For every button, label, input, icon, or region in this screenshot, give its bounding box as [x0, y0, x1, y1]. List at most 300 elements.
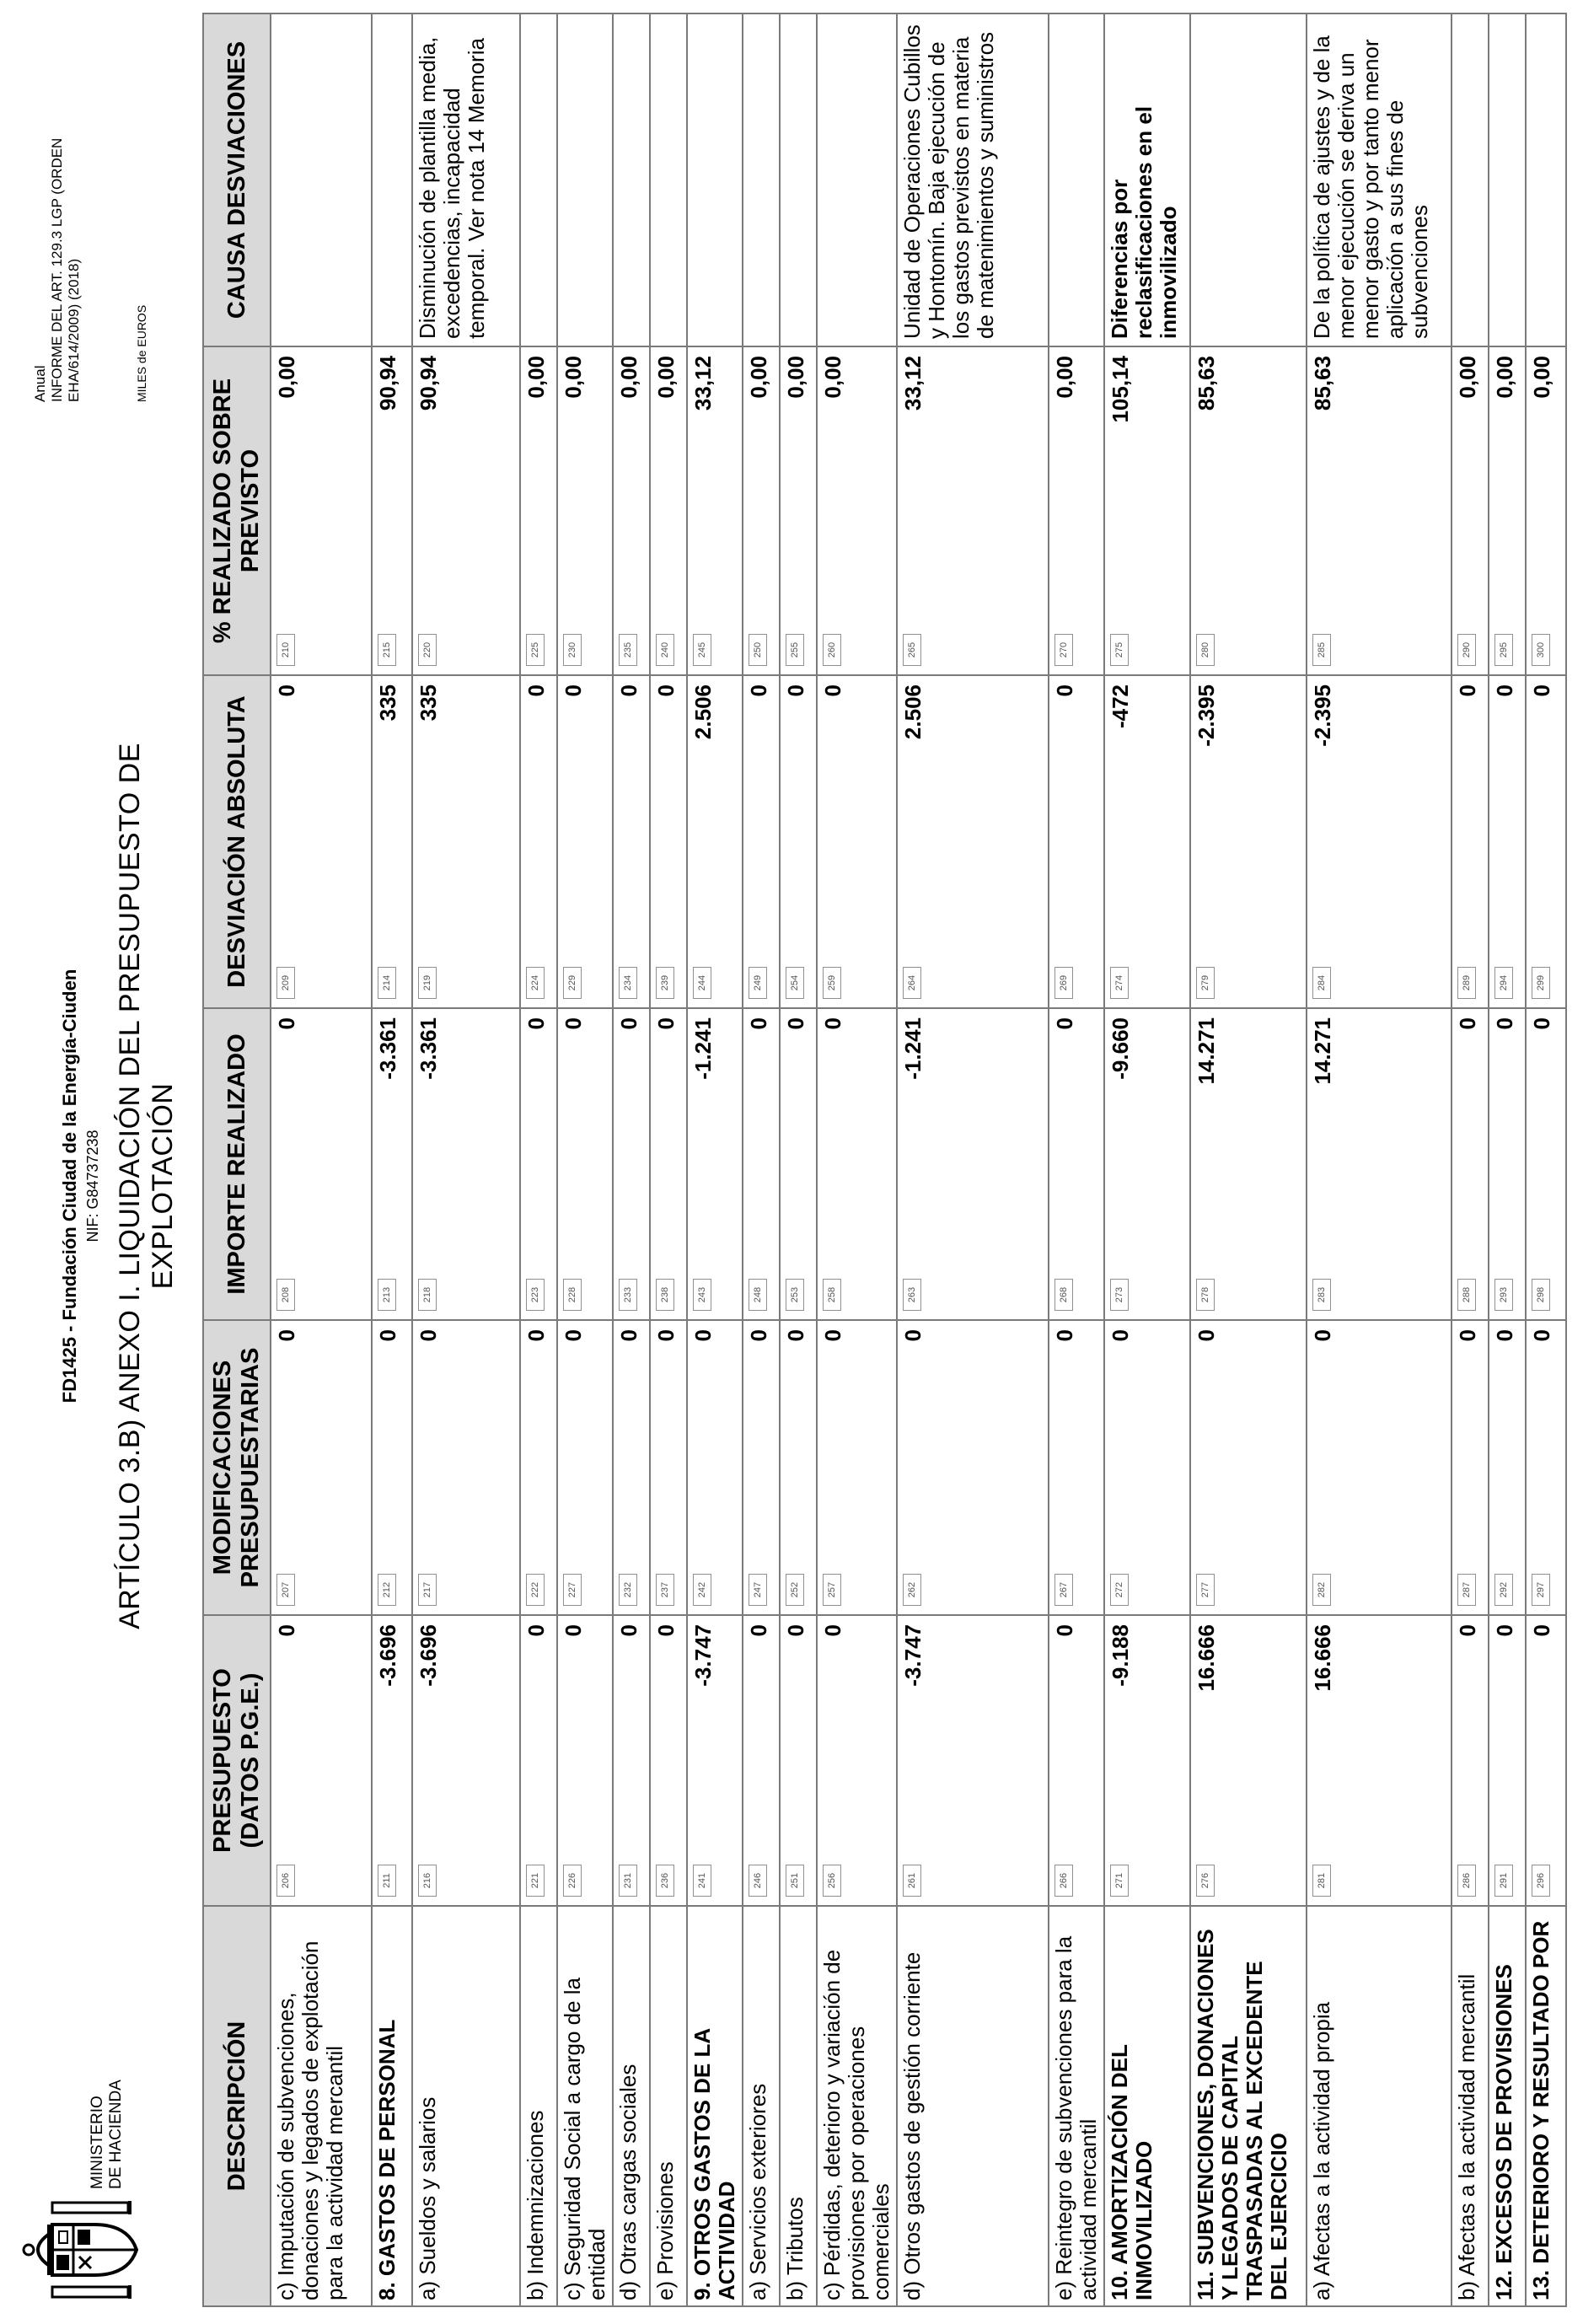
- value-cell: [1307, 675, 1452, 1008]
- field-code-box: 211: [378, 1865, 396, 1897]
- column-header-budget: PRESUPUESTO (DATOS P.G.E.): [203, 1615, 271, 1906]
- field-code-box: 246: [749, 1865, 767, 1897]
- value-cell: [817, 1615, 897, 1906]
- cell-value: 0: [1052, 1329, 1077, 1342]
- cell-value: 0: [653, 1017, 679, 1030]
- field-code-box: 292: [1494, 1574, 1513, 1606]
- cell-value: 335: [416, 684, 441, 722]
- field-code-box: 255: [786, 634, 804, 666]
- cell-value: 0,00: [783, 356, 808, 399]
- field-code-box: 280: [1196, 634, 1215, 666]
- value-cell: [613, 1615, 650, 1906]
- field-code-box: 265: [903, 634, 921, 666]
- table-row: [817, 13, 897, 2306]
- table-row: [1489, 13, 1526, 2306]
- cell-value: 0: [1194, 1329, 1219, 1342]
- table-row: [897, 13, 1049, 2306]
- field-code-box: 244: [693, 967, 711, 999]
- table-row: [372, 13, 412, 2306]
- field-code-box: 226: [563, 1865, 582, 1897]
- row-description: b) Indemnizaciones: [520, 1906, 557, 2306]
- field-code-box: 252: [786, 1574, 804, 1606]
- report-reference: INFORME DEL ART. 129.3 LGP (ORDEN: [49, 137, 65, 402]
- cell-value: 0: [653, 684, 679, 697]
- value-cell: [520, 1320, 557, 1615]
- value-cell: [687, 1008, 743, 1320]
- field-code-box: 290: [1457, 634, 1476, 666]
- field-code-box: 212: [378, 1574, 396, 1606]
- field-code-box: 242: [693, 1574, 711, 1606]
- field-code-box: 237: [656, 1574, 674, 1606]
- field-code-box: 262: [903, 1574, 921, 1606]
- value-cell: [412, 675, 520, 1008]
- value-cell: [817, 1320, 897, 1615]
- table-row: [1104, 13, 1190, 2306]
- field-code-box: 234: [619, 967, 637, 999]
- field-code-box: 243: [693, 1279, 711, 1311]
- field-code-box: 222: [526, 1574, 545, 1606]
- value-cell: [1526, 1008, 1566, 1320]
- ministry-line: MINISTERIO: [89, 2096, 106, 2189]
- field-code-box: 216: [418, 1865, 437, 1897]
- cell-value: -472: [1108, 684, 1133, 729]
- cell-value: 0: [375, 1329, 400, 1342]
- cell-value: 0: [523, 1329, 549, 1342]
- field-code-box: 210: [276, 634, 295, 666]
- cell-value: 0: [616, 1329, 641, 1342]
- deviation-cause: [271, 13, 372, 346]
- field-code-box: 217: [418, 1574, 437, 1606]
- value-cell: [1526, 346, 1566, 675]
- field-code-box: 228: [563, 1279, 582, 1311]
- value-cell: [743, 1008, 780, 1320]
- cell-value: 0,00: [616, 356, 641, 399]
- field-code-box: 240: [656, 634, 674, 666]
- field-code-box: 275: [1110, 634, 1129, 666]
- cell-value: 0,00: [820, 356, 845, 399]
- field-code-box: 254: [786, 967, 804, 999]
- cell-value: -1.241: [690, 1017, 716, 1080]
- value-cell: [897, 1320, 1049, 1615]
- value-cell: [1452, 1615, 1489, 1906]
- value-cell: [1104, 346, 1190, 675]
- cell-value: 0: [783, 1017, 808, 1030]
- row-description: c) Seguridad Social a cargo de la entidad: [557, 1906, 613, 2306]
- field-code-box: 286: [1457, 1865, 1476, 1897]
- value-cell: [1190, 1615, 1307, 1906]
- row-description: 9. OTROS GASTOS DE LA ACTIVIDAD: [687, 1906, 743, 2306]
- cell-value: 0,00: [1492, 356, 1517, 399]
- field-code-box: 221: [526, 1865, 545, 1897]
- value-cell: [520, 346, 557, 675]
- field-code-box: 293: [1494, 1279, 1513, 1311]
- value-cell: [1190, 1008, 1307, 1320]
- table-row: [1452, 13, 1489, 2306]
- value-cell: [780, 1320, 817, 1615]
- cell-value: 105,14: [1108, 356, 1133, 423]
- value-cell: [372, 675, 412, 1008]
- cell-value: 85,63: [1310, 356, 1335, 411]
- field-code-box: 270: [1054, 634, 1073, 666]
- cell-value: 0: [616, 684, 641, 697]
- cell-value: 0: [653, 1329, 679, 1342]
- report-info: [32, 48, 150, 402]
- value-cell: [1049, 1320, 1104, 1615]
- value-cell: [1489, 1320, 1526, 1615]
- cell-value: 0: [783, 1624, 808, 1637]
- value-cell: [780, 346, 817, 675]
- field-code-box: 207: [276, 1574, 295, 1606]
- field-code-box: 273: [1110, 1279, 1129, 1311]
- field-code-box: 282: [1312, 1574, 1331, 1606]
- field-code-box: 260: [823, 634, 841, 666]
- cell-value: 0: [1108, 1329, 1133, 1342]
- cell-value: 0,00: [653, 356, 679, 399]
- value-cell: [743, 675, 780, 1008]
- value-cell: [372, 346, 412, 675]
- value-cell: [1104, 1320, 1190, 1615]
- coat-of-arms-icon: [19, 2199, 145, 2300]
- cell-value: 0: [1529, 1329, 1554, 1342]
- cell-value: 0: [274, 684, 299, 697]
- field-code-box: 263: [903, 1279, 921, 1311]
- cell-value: 0,00: [1052, 356, 1077, 399]
- field-code-box: 294: [1494, 967, 1513, 999]
- cell-value: 0: [1455, 1329, 1480, 1342]
- table-row: [650, 13, 687, 2306]
- deviation-cause: [1190, 13, 1307, 346]
- value-cell: [1307, 1615, 1452, 1906]
- cell-value: 14.271: [1194, 1017, 1219, 1085]
- value-cell: [1489, 675, 1526, 1008]
- page-title: ARTÍCULO 3.B) ANEXO I. LIQUIDACIÓN DEL PRESUPUESTO DE EXPLOTACIÓN: [114, 743, 179, 1629]
- cell-value: 0: [1052, 684, 1077, 697]
- table-row: [412, 13, 520, 2306]
- value-cell: [817, 675, 897, 1008]
- cell-value: -2.395: [1194, 684, 1219, 747]
- cell-value: 0: [746, 1624, 771, 1637]
- value-cell: [1190, 675, 1307, 1008]
- cell-value: 0: [523, 1624, 549, 1637]
- value-cell: [1049, 346, 1104, 675]
- column-header-cause: CAUSA DESVIACIONES: [203, 13, 271, 346]
- value-cell: [1190, 1320, 1307, 1615]
- value-cell: [1307, 1320, 1452, 1615]
- value-cell: [1489, 346, 1526, 675]
- cell-value: 0: [274, 1017, 299, 1030]
- column-header-actual: IMPORTE REALIZADO: [203, 1008, 271, 1320]
- cell-value: 0: [416, 1329, 441, 1342]
- page-header: [0, 0, 219, 2324]
- value-cell: [520, 1008, 557, 1320]
- ministry-name: [89, 2080, 126, 2189]
- cell-value: 0: [820, 1017, 845, 1030]
- value-cell: [743, 346, 780, 675]
- field-code-box: 219: [418, 967, 437, 999]
- deviation-cause: [520, 13, 557, 346]
- table-row: [271, 13, 372, 2306]
- cell-value: -3.747: [690, 1624, 716, 1687]
- column-header-percent: % REALIZADO SOBRE PREVISTO: [203, 346, 271, 675]
- cell-value: 0: [746, 1017, 771, 1030]
- field-code-box: 269: [1054, 967, 1073, 999]
- cell-value: 0: [1492, 1017, 1517, 1030]
- row-description: 11. SUBVENCIONES, DONACIONES Y LEGADOS DE CAPITAL TRASPASADAS AL EXCEDENTE DEL EJERCICIO: [1190, 1906, 1307, 2306]
- field-code-box: 257: [823, 1574, 841, 1606]
- field-code-box: 223: [526, 1279, 545, 1311]
- field-code-box: 268: [1054, 1279, 1073, 1311]
- cell-value: 0: [274, 1624, 299, 1637]
- value-cell: [1307, 346, 1452, 675]
- field-code-box: 266: [1054, 1865, 1073, 1897]
- value-cell: [613, 1320, 650, 1615]
- field-code-box: 218: [418, 1279, 437, 1311]
- value-cell: [271, 1320, 372, 1615]
- field-code-box: 251: [786, 1865, 804, 1897]
- cell-value: -3.696: [375, 1624, 400, 1687]
- value-cell: [687, 1615, 743, 1906]
- field-code-box: 232: [619, 1574, 637, 1606]
- field-code-box: 299: [1532, 967, 1550, 999]
- cell-value: 0: [561, 1017, 586, 1030]
- value-cell: [1307, 1008, 1452, 1320]
- cell-value: 0: [561, 1329, 586, 1342]
- cell-value: -3.696: [416, 1624, 441, 1687]
- cell-value: -9.188: [1108, 1624, 1133, 1687]
- row-description: 12. EXCESOS DE PROVISIONES: [1489, 1906, 1526, 2306]
- field-code-box: 295: [1494, 634, 1513, 666]
- field-code-box: 227: [563, 1574, 582, 1606]
- report-period: Anual: [32, 365, 48, 402]
- field-code-box: 259: [823, 967, 841, 999]
- tax-id: NIF: G84737238: [84, 1130, 101, 1243]
- row-description: c) Pérdidas, deterioro y variación de provisiones por operaciones comerciales: [817, 1906, 897, 2306]
- table-row: [613, 13, 650, 2306]
- cell-value: 90,94: [416, 356, 441, 411]
- deviation-cause: [780, 13, 817, 346]
- value-cell: [271, 346, 372, 675]
- cell-value: -3.747: [900, 1624, 926, 1687]
- row-description: 13. DETERIORO Y RESULTADO POR: [1526, 1906, 1566, 2306]
- organization-name: FD1425 - Fundación Ciudad de la Energía-Ciuden: [59, 969, 80, 1404]
- field-code-box: 256: [823, 1865, 841, 1897]
- row-description: a) Afectas a la actividad propia: [1307, 1906, 1452, 2306]
- ministry-line: DE HACIENDA: [107, 2080, 125, 2189]
- value-cell: [897, 346, 1049, 675]
- cell-value: 0: [653, 1624, 679, 1637]
- cell-value: 33,12: [900, 356, 926, 411]
- field-code-box: 278: [1196, 1279, 1215, 1311]
- row-description: 10. AMORTIZACIÓN DEL INMOVILIZADO: [1104, 1906, 1190, 2306]
- deviation-cause: [650, 13, 687, 346]
- value-cell: [613, 675, 650, 1008]
- row-description: d) Otras cargas sociales: [613, 1906, 650, 2306]
- cell-value: 90,94: [375, 356, 400, 411]
- cell-value: 0: [274, 1329, 299, 1342]
- cell-value: 85,63: [1194, 356, 1219, 411]
- value-cell: [557, 1008, 613, 1320]
- field-code-box: 296: [1532, 1865, 1550, 1897]
- value-cell: [412, 346, 520, 675]
- cell-value: 0: [1455, 1624, 1480, 1637]
- currency-units: MILES de EUROS: [135, 304, 148, 402]
- value-cell: [613, 346, 650, 675]
- value-cell: [557, 1320, 613, 1615]
- field-code-box: 261: [903, 1865, 921, 1897]
- cell-value: 0: [1455, 1017, 1480, 1030]
- cell-value: 0: [523, 684, 549, 697]
- deviation-cause: Diferencias por reclasificaciones en el inmovilizado: [1104, 13, 1190, 346]
- table-row: [687, 13, 743, 2306]
- field-code-box: 225: [526, 634, 545, 666]
- value-cell: [1049, 1615, 1104, 1906]
- value-cell: [780, 1008, 817, 1320]
- value-cell: [650, 675, 687, 1008]
- value-cell: [743, 1615, 780, 1906]
- column-header-description: DESCRIPCIÓN: [203, 1906, 271, 2306]
- field-code-box: 249: [749, 967, 767, 999]
- field-code-box: 283: [1312, 1279, 1331, 1311]
- table-row: [520, 13, 557, 2306]
- field-code-box: 264: [903, 967, 921, 999]
- cell-value: 0: [1052, 1017, 1077, 1030]
- cell-value: 14.271: [1310, 1017, 1335, 1085]
- cell-value: 0,00: [1529, 356, 1554, 399]
- cell-value: -2.395: [1310, 684, 1335, 747]
- field-code-box: 281: [1312, 1865, 1331, 1897]
- value-cell: [520, 1615, 557, 1906]
- cell-value: -9.660: [1108, 1017, 1133, 1080]
- field-code-box: 272: [1110, 1574, 1129, 1606]
- value-cell: [780, 1615, 817, 1906]
- cell-value: 0: [820, 1624, 845, 1637]
- field-code-box: 235: [619, 634, 637, 666]
- cell-value: 0: [690, 1329, 716, 1342]
- value-cell: [743, 1320, 780, 1615]
- cell-value: 0: [783, 684, 808, 697]
- table-row: [1049, 13, 1104, 2306]
- field-code-box: 213: [378, 1279, 396, 1311]
- table-row: [1526, 13, 1566, 2306]
- field-code-box: 289: [1457, 967, 1476, 999]
- field-code-box: 236: [656, 1865, 674, 1897]
- deviation-cause: [372, 13, 412, 346]
- cell-value: 0: [1455, 684, 1480, 697]
- value-cell: [1190, 346, 1307, 675]
- field-code-box: 276: [1196, 1865, 1215, 1897]
- value-cell: [817, 346, 897, 675]
- value-cell: [1526, 1320, 1566, 1615]
- deviation-cause: [687, 13, 743, 346]
- report-reference: EHA/614/2009) (2018): [66, 258, 82, 402]
- value-cell: [817, 1008, 897, 1320]
- field-code-box: 279: [1196, 967, 1215, 999]
- column-header-modifications: MODIFICACIONES PRESUPUESTARIAS: [203, 1320, 271, 1615]
- deviation-cause: [817, 13, 897, 346]
- field-code-box: 214: [378, 967, 396, 999]
- field-code-box: 287: [1457, 1574, 1476, 1606]
- value-cell: [687, 1320, 743, 1615]
- deviation-cause: [1489, 13, 1526, 346]
- value-cell: [687, 675, 743, 1008]
- deviation-cause: [1452, 13, 1489, 346]
- value-cell: [372, 1615, 412, 1906]
- cell-value: 0: [1310, 1329, 1335, 1342]
- value-cell: [1452, 346, 1489, 675]
- cell-value: 0,00: [561, 356, 586, 399]
- cell-value: 335: [375, 684, 400, 722]
- table-body: [271, 13, 1566, 2306]
- value-cell: [1452, 1008, 1489, 1320]
- value-cell: [372, 1008, 412, 1320]
- row-description: 8. GASTOS DE PERSONAL: [372, 1906, 412, 2306]
- value-cell: [271, 1008, 372, 1320]
- value-cell: [897, 1615, 1049, 1906]
- row-description: d) Otros gastos de gestión corriente: [897, 1906, 1049, 2306]
- budget-table: [202, 13, 1567, 2307]
- cell-value: 0: [1492, 1624, 1517, 1637]
- cell-value: 0: [1052, 1624, 1077, 1637]
- field-code-box: 209: [276, 967, 295, 999]
- field-code-box: 220: [418, 634, 437, 666]
- field-code-box: 224: [526, 967, 545, 999]
- field-code-box: 291: [1494, 1865, 1513, 1897]
- cell-value: 0,00: [746, 356, 771, 399]
- cell-value: 0: [820, 1329, 845, 1342]
- value-cell: [1489, 1615, 1526, 1906]
- cell-value: 2.506: [690, 684, 716, 740]
- cell-value: 0: [1492, 1329, 1517, 1342]
- cell-value: 16.666: [1310, 1624, 1335, 1692]
- value-cell: [412, 1008, 520, 1320]
- row-description: c) Imputación de subvenciones, donaciones y legados de explotación para la actividad mercantil: [271, 1906, 372, 2306]
- cell-value: 0: [820, 684, 845, 697]
- row-description: e) Provisiones: [650, 1906, 687, 2306]
- value-cell: [650, 346, 687, 675]
- field-code-box: 238: [656, 1279, 674, 1311]
- field-code-box: 297: [1532, 1574, 1550, 1606]
- field-code-box: 277: [1196, 1574, 1215, 1606]
- value-cell: [650, 1008, 687, 1320]
- field-code-box: 300: [1532, 634, 1550, 666]
- deviation-cause: [1049, 13, 1104, 346]
- row-description: b) Tributos: [780, 1906, 817, 2306]
- value-cell: [897, 675, 1049, 1008]
- deviation-cause: [1526, 13, 1566, 346]
- value-cell: [1489, 1008, 1526, 1320]
- cell-value: 0: [900, 1329, 926, 1342]
- value-cell: [1526, 675, 1566, 1008]
- cell-value: 0,00: [274, 356, 299, 399]
- value-cell: [897, 1008, 1049, 1320]
- value-cell: [1452, 1320, 1489, 1615]
- cell-value: 16.666: [1194, 1624, 1219, 1692]
- row-description: a) Sueldos y salarios: [412, 1906, 520, 2306]
- table-row: [1190, 13, 1307, 2306]
- value-cell: [1452, 675, 1489, 1008]
- cell-value: 0: [523, 1017, 549, 1030]
- field-code-box: 274: [1110, 967, 1129, 999]
- field-code-box: 239: [656, 967, 674, 999]
- value-cell: [613, 1008, 650, 1320]
- field-code-box: 298: [1532, 1279, 1550, 1311]
- deviation-cause: Disminución de plantilla media, excedencias, incapacidad temporal. Ver nota 14 Memoria: [412, 13, 520, 346]
- value-cell: [1104, 1008, 1190, 1320]
- deviation-cause: De la política de ajustes y de la menor ejecución se deriva un menor gasto y por tanto menor aplicación a sus fines de subvenciones: [1307, 13, 1452, 346]
- value-cell: [650, 1615, 687, 1906]
- value-cell: [780, 675, 817, 1008]
- deviation-cause: Unidad de Operaciones Cubillos y Hontomín. Baja ejecución de los gastos previstos en materia de matenimientos y suministros: [897, 13, 1049, 346]
